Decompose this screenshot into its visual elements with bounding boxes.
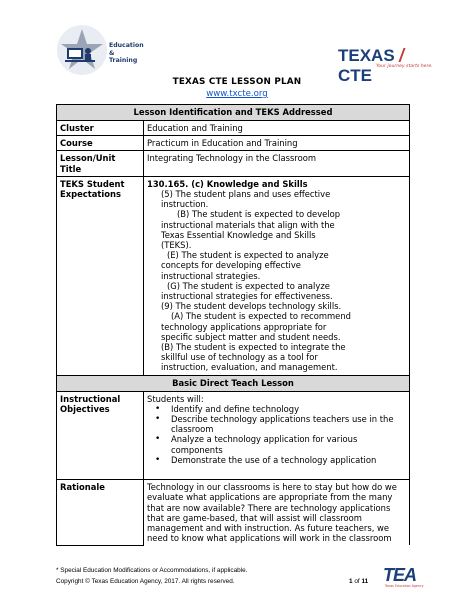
page-title: TEXAS CTE LESSON PLAN [172, 77, 302, 87]
objective-text-continued: classroom [171, 424, 214, 435]
list-item [147, 455, 406, 465]
row-label-objectives [57, 391, 144, 479]
row-value-course: Practicum in Education and Training [144, 136, 410, 151]
rationale-line: Technology in our classrooms is here to stay but how do we [147, 482, 397, 493]
label-line: Title [60, 163, 82, 174]
teks-line: Texas Essential Knowledge and Skills [161, 229, 316, 240]
logo-line-2: Training [109, 57, 138, 64]
row-value-lesson-title: Integrating Technology in the Classroom [144, 151, 410, 176]
teks-line: instruction, evaluation, and management. [161, 362, 338, 373]
table-row [57, 136, 410, 151]
logo-line-1: Education & [109, 42, 144, 57]
teks-code: 130.165. (c) Knowledge and Skills [147, 178, 308, 189]
label-line: Instructional [60, 393, 121, 404]
label-line: Expectations [60, 189, 121, 200]
label-line: Lesson/Unit [60, 153, 116, 164]
section-heading-direct-teach: Basic Direct Teach Lesson [57, 375, 410, 391]
teks-line: (A) The student is expected to recommend [171, 311, 351, 322]
teks-line: (B) The student is expected to develop [177, 209, 341, 220]
tea-logo [383, 565, 423, 593]
teks-line: (TEKS). [161, 240, 192, 251]
swoosh-icon [399, 48, 408, 62]
tea-logo-text: TEA [383, 565, 416, 585]
label-line: TEKS Student [60, 178, 125, 189]
page-of: of [354, 578, 360, 585]
rationale-line: evaluate what applications are appropriate from the many [147, 492, 393, 503]
rationale-line: management and with instruction. As future teachers, we [147, 522, 390, 533]
teks-lines [147, 189, 406, 373]
list-item [147, 414, 406, 434]
row-label-lesson-title [57, 151, 144, 176]
page-total: 11 [361, 578, 369, 585]
texas-cte-logo [338, 42, 433, 85]
teks-line: technology applications appropriate for [161, 321, 327, 332]
star-logo-icon [56, 24, 108, 76]
page-number [349, 578, 368, 585]
bullet-icon: • [155, 434, 161, 445]
footnote: * Special Education Modifications or Accommodations, if applicable. [56, 567, 248, 574]
logo-texas-text: TEXAS [338, 46, 395, 65]
rationale-text [147, 482, 406, 543]
rationale-line: that are game-based, that will assist will classroom [147, 512, 362, 523]
objectives-list [147, 404, 406, 465]
list-item [147, 404, 406, 414]
row-value-objectives [144, 391, 410, 479]
website-link[interactable]: www.txcte.org [206, 89, 268, 99]
page-current: 1 [349, 578, 353, 585]
objectives-intro: Students will: [147, 393, 204, 404]
copyright: Copyright © Texas Education Agency, 2017. All rights reserved. [56, 578, 235, 585]
row-label-course: Course [57, 136, 144, 151]
objective-text: Identify and define technology [171, 403, 300, 414]
table-row [57, 151, 410, 176]
section-heading-row [57, 375, 410, 391]
table-row [57, 121, 410, 136]
section-heading-row [57, 105, 410, 121]
tea-logo-subtext: Texas Education Agency [385, 584, 424, 588]
row-value-teks [144, 176, 410, 375]
objective-text: Analyze a technology application for various [171, 434, 358, 445]
label-line: Objectives [60, 403, 110, 414]
row-label-rationale: Rationale [57, 480, 144, 546]
bullet-icon: • [155, 403, 161, 414]
teks-line: instructional strategies for effectiveness. [161, 291, 333, 302]
row-label-cluster: Cluster [57, 121, 144, 136]
teks-line: instructional strategies. [161, 270, 261, 281]
logo-cte-text: CTE [338, 66, 372, 85]
section-heading-identification: Lesson Identification and TEKS Addressed [57, 105, 410, 121]
lesson-plan-table [56, 104, 410, 546]
rationale-line: need to know what applications will work in the classroom [147, 533, 392, 544]
logo-tagline: Your journey starts here. [376, 64, 433, 69]
bullet-icon: • [155, 414, 161, 425]
education-training-logo-text [109, 42, 144, 65]
teks-line: concepts for developing effective [161, 260, 301, 271]
rationale-line: that are now available? There are technology applications [147, 502, 391, 513]
objective-text: Describe technology applications teachers use in the [171, 414, 394, 425]
list-item [147, 434, 406, 454]
teks-line: (9) The student develops technology skills. [161, 301, 342, 312]
objective-text: Demonstrate the use of a technology application [171, 454, 377, 465]
objective-text-continued: components [171, 444, 223, 455]
education-training-logo [56, 24, 144, 76]
teks-line: (E) The student is expected to analyze [167, 250, 329, 261]
teks-line: (5) The student plans and uses effective [161, 189, 331, 200]
teks-line: instruction. [161, 199, 209, 210]
teks-line: (G) The student is expected to analyze [167, 280, 330, 291]
teks-line: instructional materials that align with the [161, 219, 335, 230]
bullet-icon: • [155, 454, 161, 465]
row-value-rationale [144, 480, 410, 546]
table-row [57, 391, 410, 479]
row-label-teks [57, 176, 144, 375]
teks-line: skillful use of technology as a tool for [161, 352, 318, 363]
teks-line: (B) The student is expected to integrate the [161, 342, 346, 353]
row-value-cluster: Education and Training [144, 121, 410, 136]
table-row [57, 480, 410, 546]
table-row [57, 176, 410, 375]
teks-line: specific subject matter and student needs. [161, 331, 341, 342]
